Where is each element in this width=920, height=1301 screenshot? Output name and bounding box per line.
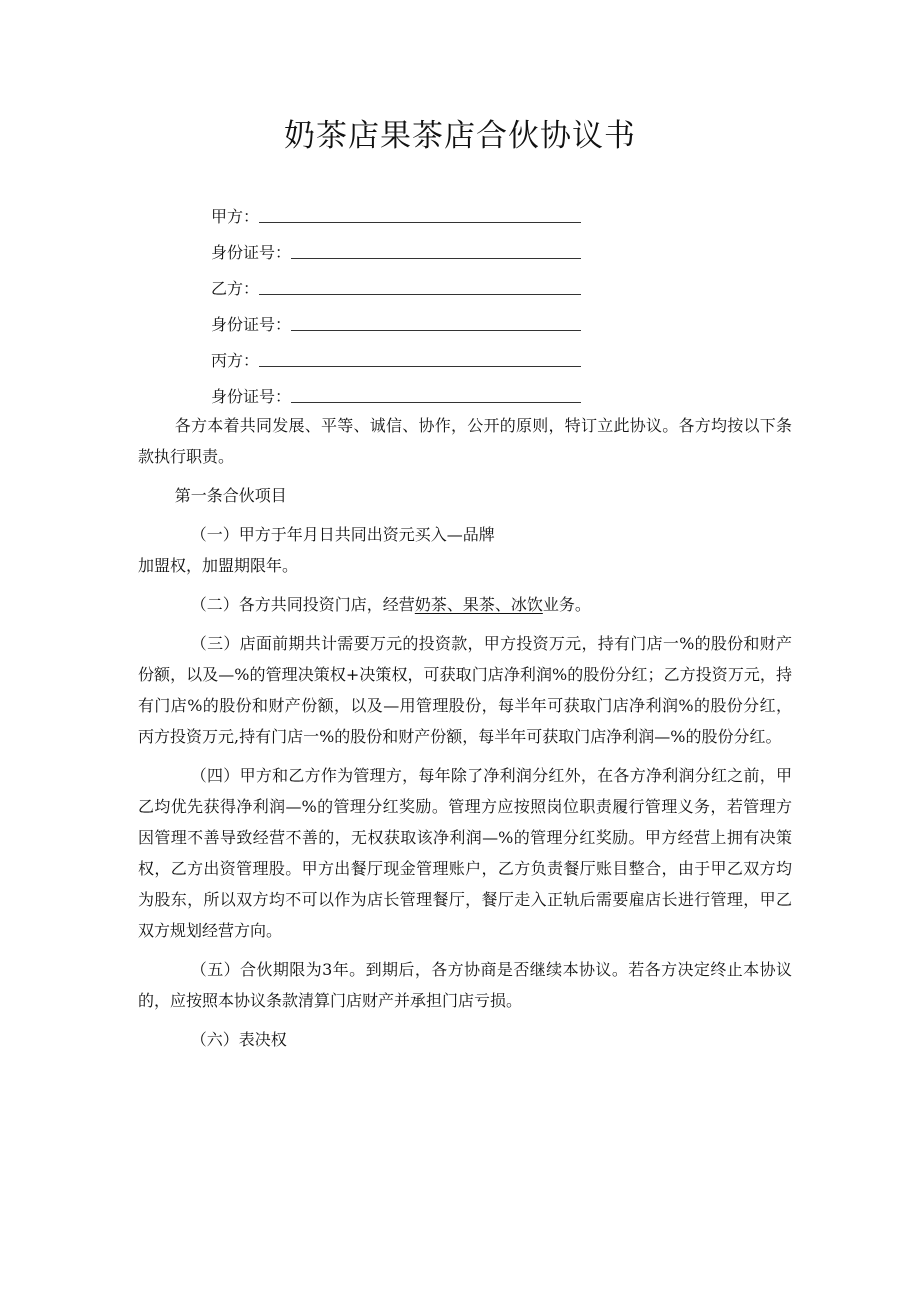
party-row-bing-id [211, 373, 611, 409]
article-1-heading: 第一条合伙项目 [174, 486, 287, 505]
party-fields [211, 193, 611, 409]
intro-paragraph: 各方本着共同发展、平等、诚信、协作，公开的原则，特订立此协议。各方均按以下条款执行职责。 [138, 416, 792, 466]
item-2-business-scope: 奶茶、果茶、冰饮 [414, 595, 543, 614]
party-row-jia [211, 193, 611, 229]
item-2-suffix: 业务。 [542, 595, 591, 614]
party-row-yi [211, 265, 611, 301]
fill-in-line [291, 257, 581, 259]
party-label: 甲方： [211, 207, 260, 226]
fill-in-line [291, 329, 581, 331]
item-3-paragraph: （三）店面前期共计需要万元的投资款，甲方投资万元，持有门店一%的股份和财产份额，以及—%的管理决策权+决策权，可获取门店净利润%的股份分红；乙方投资万元，持有门店%的股份和财产份额，以及—用管理股份，每半年可获取门店净利润%的股份分红，丙方投资万元,持有门店一%的股份和财产份额，每半年可获取门店净利润—%的股份分红。 [138, 634, 792, 746]
party-label: 身份证号： [211, 243, 292, 262]
item-1-line-2: 加盟权，加盟期限年。 [138, 556, 299, 575]
item-6-paragraph: （六）表决权 [190, 1030, 287, 1049]
item-2-prefix: （二）各方共同投资门店，经营 [190, 595, 415, 614]
party-row-yi-id [211, 301, 611, 337]
item-1-line-1: （一）甲方于年月日共同出资元买入—品牌 [190, 525, 495, 544]
item-5-paragraph: （五）合伙期限为3年。到期后，各方协商是否继续本协议。若各方决定终止本协议的，应按照本协议条款清算门店财产并承担门店亏损。 [138, 960, 792, 1010]
fill-in-line [291, 401, 581, 403]
party-label: 乙方： [211, 279, 260, 298]
party-label: 身份证号： [211, 387, 292, 406]
party-label: 身份证号： [211, 315, 292, 334]
fill-in-line [259, 365, 581, 367]
party-row-bing [211, 337, 611, 373]
document-title: 奶茶店果茶店合伙协议书 [284, 118, 636, 154]
item-4-paragraph: （四）甲方和乙方作为管理方，每年除了净利润分红外，在各方净利润分红之前，甲乙均优先获得净利润—%的管理分红奖励。管理方应按照岗位职责履行管理义务，若管理方因管理不善导致经营不善的，无权获取该净利润—%的管理分红奖励。甲方经营上拥有决策权，乙方出资管理股。甲方出餐厅现金管理账户，乙方负责餐厅账目整合，由于甲乙双方均为股东，所以双方均不可以作为店长管理餐厅，餐厅走入正轨后需要雇店长进行管理，甲乙双方规划经营方向。 [138, 766, 792, 940]
fill-in-line [259, 293, 581, 295]
agreement-body [138, 410, 792, 1063]
party-row-jia-id [211, 229, 611, 265]
fill-in-line [259, 221, 581, 223]
party-label: 丙方： [211, 351, 260, 370]
item-2-paragraph [138, 589, 792, 620]
